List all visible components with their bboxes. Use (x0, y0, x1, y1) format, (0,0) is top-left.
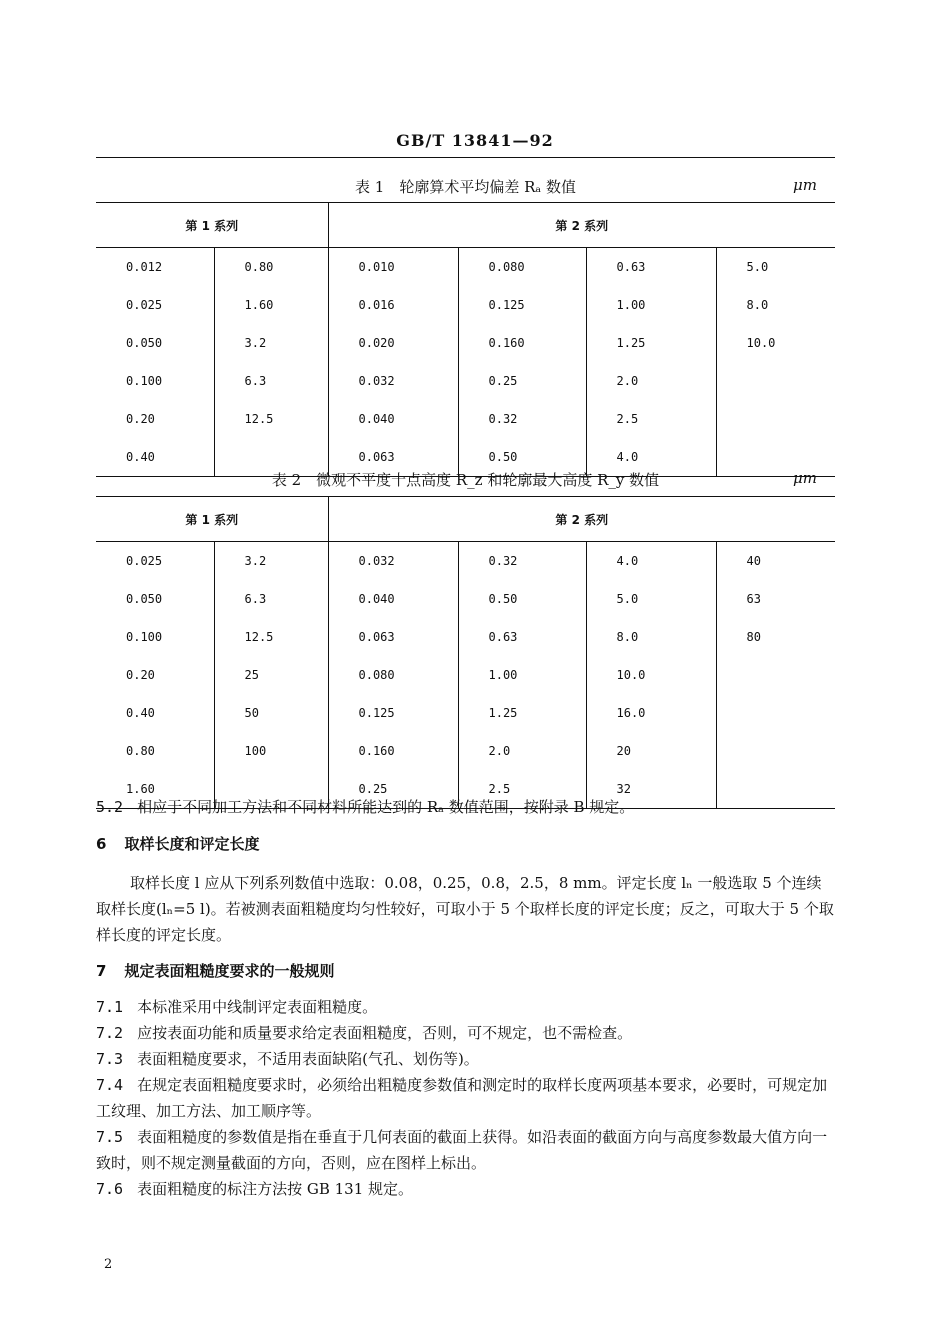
table2-title: 表 2 微观不平度十点高度 R_z 和轮廓最大高度 R_y 数值 (271, 471, 660, 489)
table-cell: 0.25 (328, 770, 458, 809)
table-cell: 0.125 (458, 286, 586, 324)
table-cell: 0.50 (458, 580, 586, 618)
table2-unit: μm (793, 469, 817, 487)
table2-body (96, 542, 835, 809)
section6-heading (96, 833, 259, 854)
section-number: 6 (96, 835, 107, 853)
page-number: 2 (104, 1257, 113, 1272)
table-cell (716, 732, 835, 770)
table-cell: 0.20 (126, 668, 155, 682)
table-row (96, 542, 835, 581)
standard-code: GB/T 13841—92 (396, 131, 554, 150)
table-cell: 1.25 (458, 694, 586, 732)
table-cell: 8.0 (586, 618, 716, 656)
table-cell: 0.160 (458, 324, 586, 362)
table-cell: 0.080 (328, 656, 458, 694)
table-cell: 10.0 (586, 656, 716, 694)
table-cell: 63 (716, 580, 835, 618)
table-cell (716, 400, 835, 438)
table-cell: 40 (716, 542, 835, 581)
table1-body (96, 248, 835, 477)
clause-text: 本标准采用中线制评定表面粗糙度。 (137, 998, 378, 1016)
table-cell: 0.063 (328, 438, 458, 477)
table-cell: 0.40 (126, 706, 155, 720)
table-cell: 12.5 (214, 400, 328, 438)
table-cell: 3.2 (214, 542, 328, 581)
table1-series2-header: 第 2 系列 (328, 203, 835, 248)
table-cell: 2.0 (586, 362, 716, 400)
table-cell: 0.63 (458, 618, 586, 656)
table-cell: 0.016 (328, 286, 458, 324)
table-cell: 4.0 (586, 438, 716, 477)
table1-title: 表 1 轮廓算术平均偏差 Rₐ 数值 (355, 178, 576, 196)
table1-series1-header: 第 1 系列 (96, 203, 328, 248)
clause-number: 7.1 (96, 998, 124, 1016)
clause-text: 表面粗糙度的标注方法按 GB 131 规定。 (137, 1180, 414, 1198)
section-title: 规定表面粗糙度要求的一般规则 (124, 962, 335, 980)
clause-text: 表面粗糙度要求，不适用表面缺陷(气孔、划伤等)。 (137, 1050, 479, 1068)
section6-body: 取样长度 l 应从下列系列数值中选取：0.08，0.25，0.8，2.5，8 mm。评定长度 lₙ 一般选取 5 个连续取样长度(lₙ=5 l)。若被测表面粗糙度均匀性较好，可取小于 5 个取样长度的评定长度；反之，可取大于 5 个取样长度的评定长度。 (96, 874, 834, 944)
table-cell: 0.063 (328, 618, 458, 656)
table-cell: 0.160 (328, 732, 458, 770)
table-row (96, 286, 835, 324)
table-cell: 32 (586, 770, 716, 809)
table-row (96, 694, 835, 732)
clause-text: 在规定表面粗糙度要求时，必须给出粗糙度参数值和测定时的取样长度两项基本要求，必要时，可规定加工纹理、加工方法、加工顺序等。 (96, 1076, 828, 1120)
table-cell: 0.100 (126, 630, 163, 644)
table-cell: 0.040 (328, 400, 458, 438)
table-row (96, 732, 835, 770)
table-cell: 0.020 (328, 324, 458, 362)
clause-text: 相应于不同加工方法和不同材料所能达到的 Rₐ 数值范围，按附录 B 规定。 (137, 798, 635, 816)
table-cell: 6.3 (214, 580, 328, 618)
table-cell: 1.25 (586, 324, 716, 362)
table-cell: 10.0 (716, 324, 835, 362)
clause-5-2 (96, 794, 836, 820)
table-cell: 0.80 (214, 248, 328, 287)
table-cell: 1.00 (586, 286, 716, 324)
table-cell: 4.0 (586, 542, 716, 581)
section7-heading (96, 960, 334, 981)
table2 (96, 497, 835, 809)
table-row (96, 248, 835, 287)
header-rule (96, 157, 835, 158)
table-cell: 0.40 (96, 438, 214, 477)
table-cell: 1.60 (96, 770, 214, 809)
table-cell: 0.040 (328, 580, 458, 618)
clause-number: 7.4 (96, 1076, 124, 1094)
table-row (96, 656, 835, 694)
section7-clauses (96, 994, 836, 1202)
table-cell: 0.100 (126, 374, 163, 388)
table-cell: 6.3 (214, 362, 328, 400)
table1 (96, 203, 835, 477)
table-cell: 0.032 (328, 542, 458, 581)
clause-number: 5.2 (96, 798, 124, 816)
clause-7-3 (96, 1046, 836, 1072)
table-row (96, 400, 835, 438)
table-cell: 0.20 (126, 412, 155, 426)
table-cell: 0.050 (126, 592, 163, 606)
section-title: 取样长度和评定长度 (124, 835, 260, 853)
table-cell: 1.60 (214, 286, 328, 324)
table-cell (716, 362, 835, 400)
table-row (96, 580, 835, 618)
clause-7-5 (96, 1124, 836, 1176)
clause-7-2 (96, 1020, 836, 1046)
table-cell: 2.5 (586, 400, 716, 438)
clause-7-1 (96, 994, 836, 1020)
clause-number: 7.3 (96, 1050, 124, 1068)
table-cell: 0.012 (126, 260, 163, 274)
table-cell: 5.0 (586, 580, 716, 618)
table-cell: 1.00 (458, 656, 586, 694)
table-cell: 0.025 (126, 554, 163, 568)
table2-series2-header: 第 2 系列 (328, 497, 835, 542)
clause-number: 7.2 (96, 1024, 124, 1042)
table-cell: 80 (716, 618, 835, 656)
table-cell: 0.080 (458, 248, 586, 287)
clause-text: 应按表面功能和质量要求给定表面粗糙度，否则，可不规定，也不需检查。 (137, 1024, 633, 1042)
table-cell (716, 656, 835, 694)
table-cell: 0.32 (458, 542, 586, 581)
table-cell: 0.32 (458, 400, 586, 438)
clause-number: 7.6 (96, 1180, 124, 1198)
table-cell: 12.5 (214, 618, 328, 656)
table-cell: 50 (214, 694, 328, 732)
table-cell: 0.032 (328, 362, 458, 400)
table-cell: 0.010 (328, 248, 458, 287)
table-cell: 16.0 (586, 694, 716, 732)
table-cell: 0.125 (328, 694, 458, 732)
clause-number: 7.5 (96, 1128, 124, 1146)
table-cell: 2.0 (458, 732, 586, 770)
table-cell: 2.5 (458, 770, 586, 809)
table-cell: 0.50 (458, 438, 586, 477)
table-row (96, 618, 835, 656)
table-row (96, 362, 835, 400)
table-cell: 5.0 (716, 248, 835, 287)
table-cell: 0.050 (126, 336, 163, 350)
table-cell: 0.25 (458, 362, 586, 400)
table-cell: 0.63 (586, 248, 716, 287)
table-row (96, 324, 835, 362)
clause-7-4 (96, 1072, 836, 1124)
table-cell: 0.80 (126, 744, 155, 758)
table-cell: 8.0 (716, 286, 835, 324)
table-cell: 20 (586, 732, 716, 770)
table-cell: 100 (214, 732, 328, 770)
table2-series1-header: 第 1 系列 (96, 497, 328, 542)
table-cell: 25 (214, 656, 328, 694)
clause-text: 表面粗糙度的参数值是指在垂直于几何表面的截面上获得。如沿表面的截面方向与高度参数最大值方向一致时，则不规定测量截面的方向，否则，应在图样上标出。 (96, 1128, 828, 1172)
clause-7-6 (96, 1176, 836, 1202)
table-cell: 0.025 (126, 298, 163, 312)
table1-unit: μm (793, 176, 817, 194)
section-number: 7 (96, 962, 107, 980)
table-cell: 3.2 (214, 324, 328, 362)
table-cell (716, 694, 835, 732)
